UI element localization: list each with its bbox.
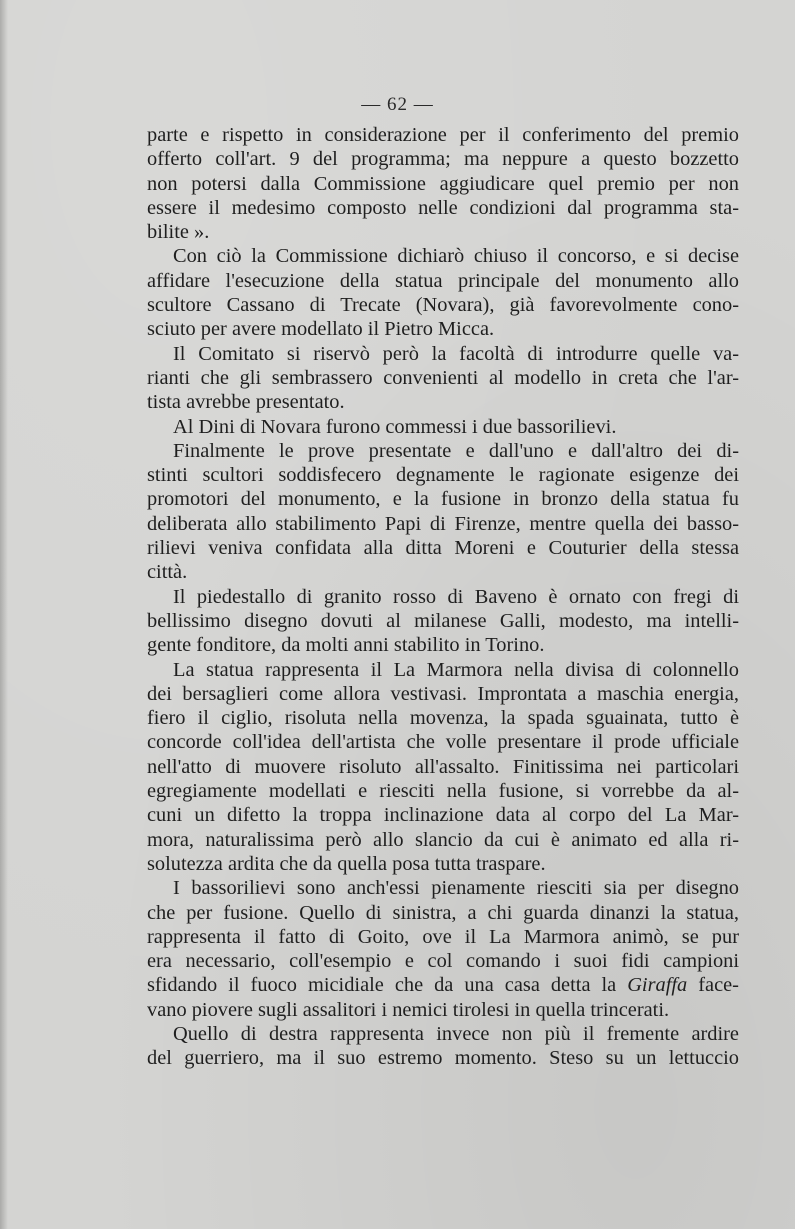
text-line: offerto coll'art. 9 del programma; ma neppure a questo bozzetto <box>147 148 739 171</box>
text-line: era necessario, coll'esempio e col comando i suoi fidi campioni <box>147 950 739 973</box>
text-line: sciuto per avere modellato il Pietro Micca. <box>147 318 495 341</box>
text-line: cuni un difetto la troppa inclinazione data al corpo del La Mar- <box>147 804 739 827</box>
page-number: — 62 — <box>361 94 434 115</box>
text-line: Il piedestallo di granito rosso di Baveno è ornato con fregi di <box>173 585 739 608</box>
text-line: non potersi dalla Commissione aggiudicare quel premio per non <box>147 172 739 195</box>
text-line: La statua rappresenta il La Marmora nella divisa di colonnello <box>173 658 739 681</box>
italic-word: Giraffa <box>627 974 688 997</box>
text-line: essere il medesimo composto nelle condizioni dal programma sta- <box>147 196 739 219</box>
text-line: egregiamente modellati e riesciti nella fusione, si vorrebbe da al- <box>147 780 739 803</box>
text-line: rianti che gli sembrassero convenienti al modello in creta che l'ar- <box>147 366 739 389</box>
text-line: I bassorilievi sono anch'essi pienamente riesciti sia per disegno <box>173 877 739 900</box>
text-line: gente fonditore, da molti anni stabilito in Torino. <box>147 634 545 657</box>
text-line-end: face- <box>687 974 739 997</box>
text-line: Il Comitato si riservò però la facoltà di introdurre quelle va- <box>173 342 739 365</box>
text-line: città. <box>147 561 188 584</box>
text-line: vano piovere sugli assalitori i nemici tirolesi in quella trincerati. <box>147 998 670 1021</box>
text-line: concorde coll'idea dell'artista che volle presentare il prode ufficiale <box>147 731 739 754</box>
page-left-shadow <box>0 0 8 1229</box>
text-line: Al Dini di Novara furono commessi i due bassorilievi. <box>173 415 617 438</box>
text-line: rappresenta il fatto di Goito, ove il La Marmora animò, se pur <box>147 925 739 948</box>
text-line: promotori del monumento, e la fusione in bronzo della statua fu <box>147 488 739 511</box>
body-text <box>147 123 739 1071</box>
text-line: Quello di destra rappresenta invece non più il fremente ardire <box>173 1022 739 1045</box>
text-line: affidare l'esecuzione della statua principale del monumento allo <box>147 269 739 292</box>
text-line: rilievi veniva confidata alla ditta Moreni e Couturier della stessa <box>147 537 739 560</box>
text-line: bellissimo disegno dovuti al milanese Galli, modesto, ma intelli- <box>147 609 739 632</box>
text-line: tista avrebbe presentato. <box>147 391 345 414</box>
text-line-start: sfidando il fuoco micidiale che da una casa detta la <box>147 974 617 997</box>
text-line: scultore Cassano di Trecate (Novara), già favorevolmente cono- <box>147 294 739 317</box>
text-line: Con ciò la Commissione dichiarò chiuso il concorso, e si decise <box>173 245 739 268</box>
text-line: mora, naturalissima però allo slancio da cui è animato ed alla ri- <box>147 828 739 851</box>
text-line: solutezza ardita che da quella posa tutta traspare. <box>147 852 546 875</box>
text-line: Finalmente le prove presentate e dall'uno e dall'altro dei di- <box>173 439 739 462</box>
text-line: bilite ». <box>147 221 210 244</box>
text-line <box>147 973 739 997</box>
text-line: che per fusione. Quello di sinistra, a chi guarda dinanzi la statua, <box>147 901 739 924</box>
text-line: parte e rispetto in considerazione per il conferimento del premio <box>147 124 739 146</box>
text-line: deliberata allo stabilimento Papi di Firenze, mentre quella dei basso- <box>147 512 739 535</box>
text-line: del guerriero, ma il suo estremo momento. Steso su un lettuccio <box>147 1047 739 1070</box>
text-line: stinti scultori soddisfecero degnamente le ragionate esigenze dei <box>147 464 739 487</box>
text-line: dei bersaglieri come allora vestivasi. Improntata a maschia energia, <box>147 682 739 705</box>
text-line: nell'atto di muovere risoluto all'assalto. Finitissima nei particolari <box>147 755 739 778</box>
text-line: fiero il ciglio, risoluta nella movenza, la spada sguainata, tutto è <box>147 707 739 730</box>
